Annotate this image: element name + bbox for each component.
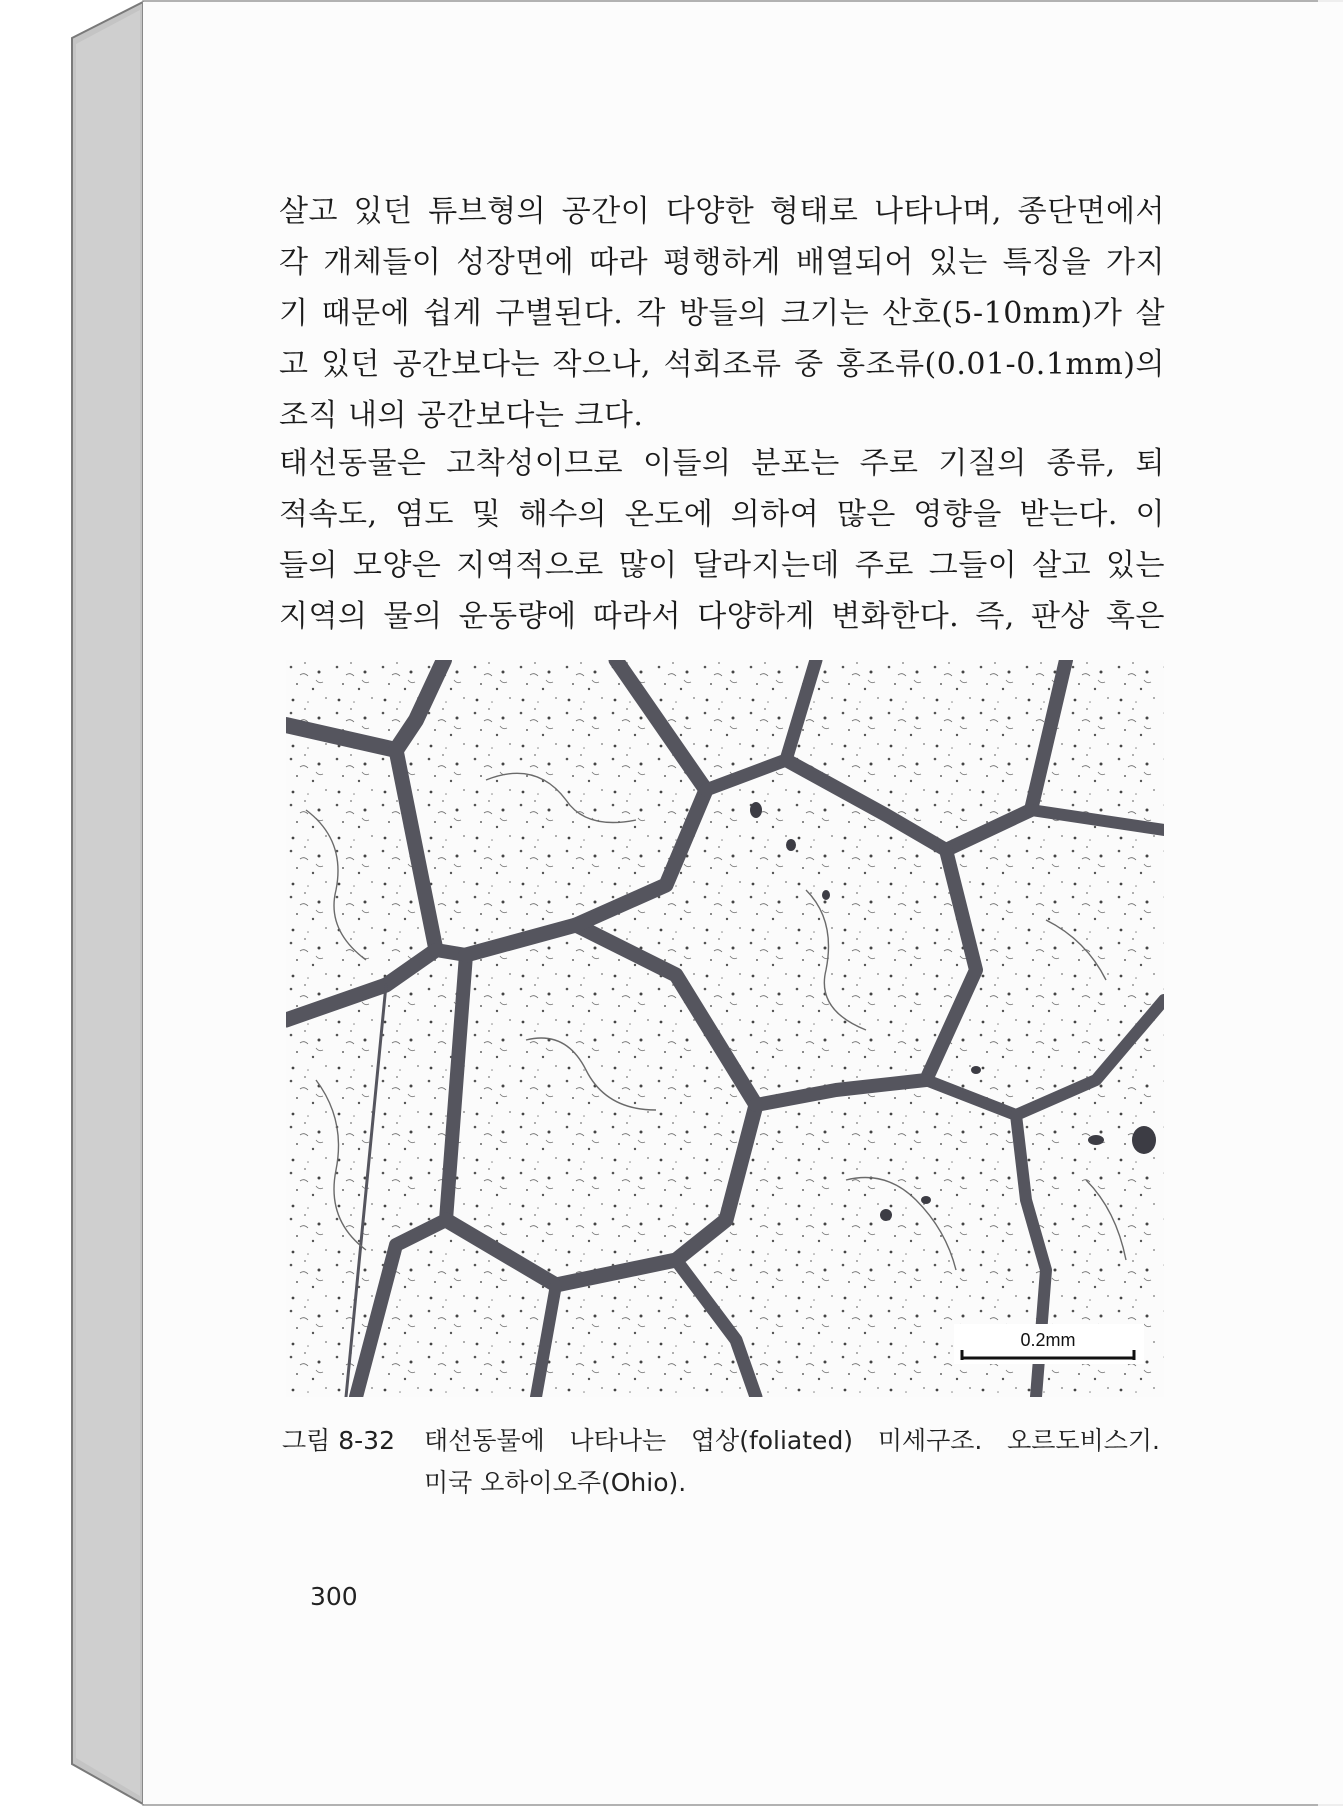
caption-line: 태선동물에 나타나는 엽상(foliated) 미세구조. 오르도비스기. xyxy=(424,1426,1160,1455)
scale-bar-label: 0.2mm xyxy=(1020,1330,1076,1350)
text-line: 조직 내의 공간보다는 크다. xyxy=(279,398,644,433)
caption-label: 그림 8-32 xyxy=(282,1426,395,1455)
text-line: 각 개체들이 성장면에 따라 평행하게 배열되어 있는 특징을 가지 xyxy=(279,245,1165,280)
text-line: 고 있던 공간보다는 작으나, 석회조류 중 홍조류(0.01-0.1mm)의 xyxy=(279,347,1165,382)
text-line: 들의 모양은 지역적으로 많이 달라지는데 주로 그들이 살고 있는 xyxy=(279,548,1165,583)
micrograph-figure xyxy=(286,660,1164,1397)
text-line: 지역의 물의 운동량에 따라서 다양하게 변화한다. 즉, 판상 혹은 xyxy=(279,599,1165,634)
paragraph-1 xyxy=(279,186,1165,441)
caption-line: 미국 오하이오주(Ohio). xyxy=(424,1468,687,1497)
text-line: 적속도, 염도 및 해수의 온도에 의하여 많은 영향을 받는다. 이 xyxy=(279,497,1165,532)
paragraph-2 xyxy=(279,438,1165,642)
text-line: 태선동물은 고착성이므로 이들의 분포는 주로 기질의 종류, 퇴 xyxy=(279,446,1165,481)
text-line: 살고 있던 튜브형의 공간이 다양한 형태로 나타나며, 종단면에서 xyxy=(279,194,1165,229)
text-line: 기 때문에 쉽게 구별된다. 각 방들의 크기는 산호(5-10mm)가 살 xyxy=(279,296,1165,331)
page-number: 300 xyxy=(310,1582,358,1611)
scale-bar xyxy=(954,1324,1144,1364)
